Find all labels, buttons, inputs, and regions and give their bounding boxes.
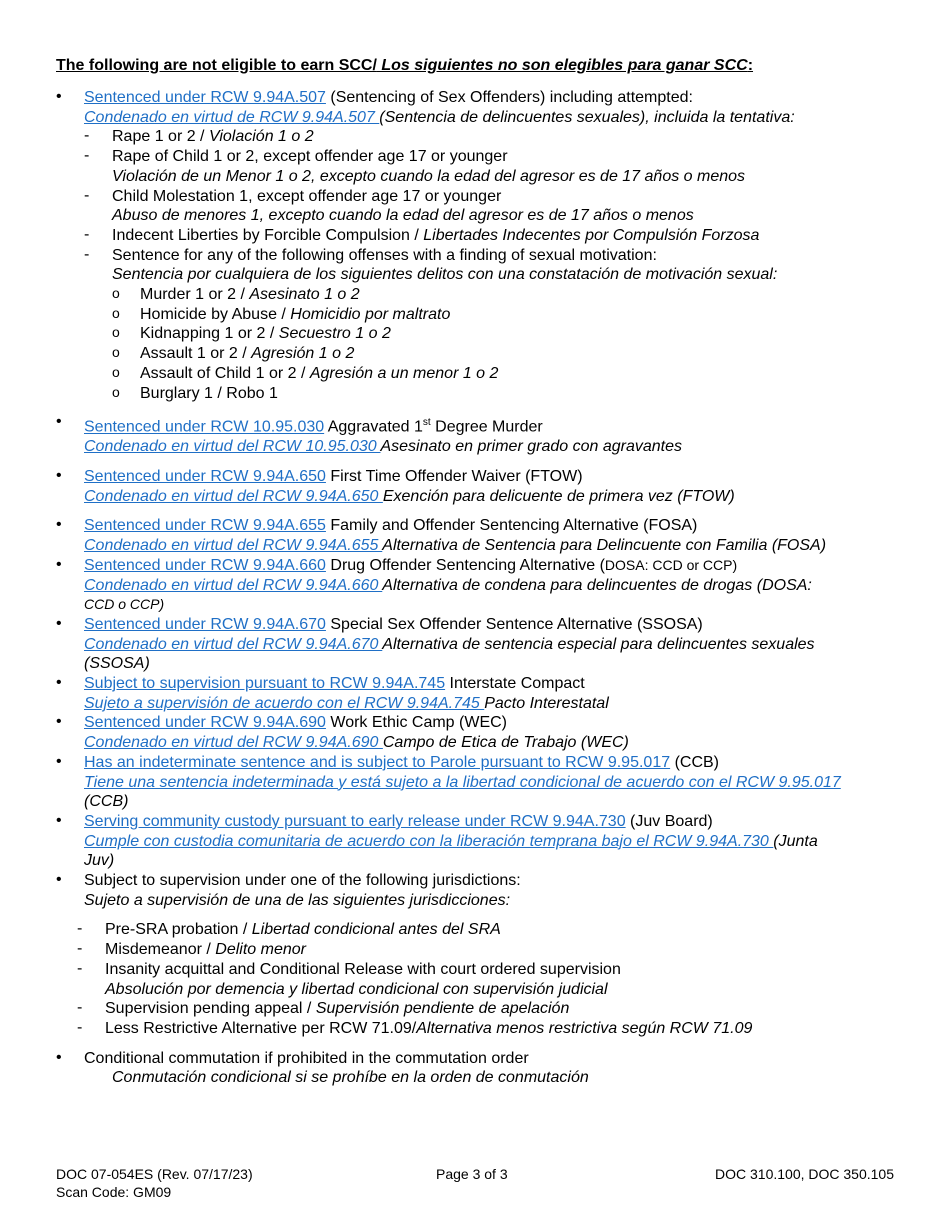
list-item: • Sentenced under RCW 9.94A.507 (Sentencing of Sex Offenders) including attempted: Condenado en virtud de RCW 9.94A.507 (Sentencia de delincuentes sexuales), incluida la tentativa: - Rape 1 or 2 / Violación 1 o 2 - Rape of Child 1 or 2, except offender age 17 or younger Violación de un Menor 1 o 2, excepto cuando la edad del agresor es de 17 años o menos - Child Molestation 1, except offender age 17 or younger Abuso de menores 1, excepto cuando la edad del agresor es de 17 años o menos - Indecent Liberties by Forcible Compulsion / Libertades Indecentes por Compulsión Forzosa - Sentence for any of the following offenses with a finding of sexual motivation: Sentencia por cualquiera de los siguientes delitos con una constatación de motivación sexual: o Murder 1 or 2 / Asesinato 1 o 2 o Homicide by Abuse / Homicidio por maltrato o Kidnapping 1 or 2 / Secuestro 1 o 2 o Assault 1 or 2 / Agresión 1 o 2 o Assault of Child 1 or 2 / Agresión a un menor 1 o 2 o Burglary 1 / Robo 1	[56, 88, 906, 403]
bullet-icon: •	[56, 413, 62, 431]
jurisdiction-item: - Less Restrictive Alternative per RCW 71.09/Alternativa menos restrictiva según RCW 71.09	[77, 1018, 753, 1037]
page-heading: The following are not eligible to earn SCC/ Los siguientes no son elegibles para ganar SCC:	[56, 57, 754, 74]
rcw-link-es[interactable]: Condenado en virtud del RCW 10.95.030	[84, 438, 381, 456]
scan-code: Scan Code: GM09	[56, 1184, 172, 1200]
offense-item: o Kidnapping 1 or 2 / Secuestro 1 o 2	[112, 324, 391, 343]
sub-item: - Rape of Child 1 or 2, except offender age 17 or younger Violación de un Menor 1 o 2, excepto cuando la edad del agresor es de 17 años o menos	[84, 147, 746, 185]
rcw-link-es[interactable]: Condenado en virtud de RCW 9.94A.507	[84, 108, 380, 126]
bullet-icon: •	[56, 466, 62, 484]
bullet-icon: •	[56, 811, 62, 829]
rcw-link[interactable]: Sentenced under RCW 9.94A.507	[84, 89, 326, 106]
circle-bullet-icon: o	[112, 285, 120, 302]
bullet-icon: •	[56, 555, 62, 573]
dash-icon: -	[84, 245, 90, 263]
rcw-link[interactable]: Serving community custody pursuant to early release under RCW 9.94A.730	[84, 812, 626, 830]
dash-icon: -	[84, 127, 90, 145]
rcw-link-es[interactable]: Tiene una sentencia indeterminada y está sujeto a la libertad condicional de acuerdo con el RCW 9.95.017	[84, 773, 841, 791]
jurisdiction-item: - Supervision pending appeal / Supervisión pendiente de apelación	[77, 999, 570, 1018]
dash-icon: -	[77, 959, 83, 977]
dash-icon: -	[84, 186, 90, 204]
circle-bullet-icon: o	[112, 363, 120, 380]
sub-item: - Indecent Liberties by Forcible Compulsion / Libertades Indecentes por Compulsión Forzosa	[84, 225, 760, 244]
rcw-link[interactable]: Sentenced under RCW 9.94A.670	[84, 615, 326, 633]
list-item: • Has an indeterminate sentence and is subject to Parole pursuant to RCW 9.95.017 (CCB) Tiene una sentencia indeterminada y está sujeto a la libertad condicional de acuerdo con el RCW 9.95.017 (CCB)	[56, 752, 841, 811]
rcw-link-es[interactable]: Sujeto a supervisión de acuerdo con el RCW 9.94A.745	[84, 694, 485, 712]
page-number: Page 3 of 3	[436, 1166, 508, 1182]
circle-bullet-icon: o	[112, 383, 120, 400]
circle-bullet-icon: o	[112, 304, 120, 321]
rcw-link-es[interactable]: Condenado en virtud del RCW 9.94A.670	[84, 635, 383, 653]
bullet-icon: •	[56, 674, 62, 692]
rcw-link[interactable]: Sentenced under RCW 9.94A.655	[84, 517, 326, 535]
dash-icon: -	[77, 1018, 83, 1036]
jurisdiction-item: - Pre-SRA probation / Libertad condicional antes del SRA	[77, 920, 501, 939]
offense-item: o Homicide by Abuse / Homicidio por maltrato	[112, 304, 451, 323]
rcw-link-es[interactable]: Condenado en virtud del RCW 9.94A.660	[84, 576, 383, 594]
rcw-link[interactable]: Sentenced under RCW 9.94A.660	[84, 556, 326, 574]
bullet-icon: •	[56, 516, 62, 534]
bullet-icon: •	[56, 1048, 62, 1066]
circle-bullet-icon: o	[112, 344, 120, 361]
rcw-link[interactable]: Sentenced under RCW 9.94A.650	[84, 467, 326, 485]
list-item: • Subject to supervision under one of the following jurisdictions: Sujeto a supervisión de una de las siguientes jurisdicciones: - Pre-SRA probation / Libertad condicional antes del SRA - Misdemeanor / Delito menor - Insanity acquittal and Conditional Release with court ordered supervision Absolución por demencia y libertad condicional con supervisión judicial - Supervision pending appeal / Supervisión pendiente de apelación - Less Restrictive Alternative per RCW 71.09/Alternativa menos restrictiva según RCW 71.09	[56, 871, 906, 1039]
rcw-link[interactable]: Subject to supervision pursuant to RCW 9.94A.745	[84, 675, 446, 693]
bullet-icon: •	[56, 88, 62, 105]
jurisdiction-item: - Insanity acquittal and Conditional Release with court ordered supervision Absolución por demencia y libertad condicional con supervisión judicial	[77, 959, 621, 998]
rcw-link[interactable]: Sentenced under RCW 9.94A.690	[84, 714, 326, 732]
dash-icon: -	[77, 920, 83, 938]
list-item: • Conditional commutation if prohibited in the commutation order Conmutación condicional si se prohíbe en la orden de conmutación	[56, 1048, 589, 1087]
bullet-icon: •	[56, 713, 62, 731]
sub-item: - Sentence for any of the following offenses with a finding of sexual motivation: Sentencia por cualquiera de los siguientes delitos con una constatación de motivación sexual:	[84, 245, 778, 284]
list-item: • Sentenced under RCW 9.94A.660 Drug Offender Sentencing Alternative (DOSA: CCD or CCP) Condenado en virtud del RCW 9.94A.660 Alternativa de condena para delincuentes de drogas (DOSA: CCD o CCP)	[56, 555, 812, 613]
offense-item: o Murder 1 or 2 / Asesinato 1 o 2	[112, 285, 360, 304]
list-item: • Sentenced under RCW 9.94A.650 First Time Offender Waiver (FTOW) Condenado en virtud del RCW 9.94A.650 Exención para delicuente de primera vez (FTOW)	[56, 466, 735, 505]
dash-icon: -	[77, 999, 83, 1017]
offense-item: o Burglary 1 / Robo 1	[112, 383, 278, 402]
sub-item: - Rape 1 or 2 / Violación 1 o 2	[84, 127, 314, 146]
list-item: • Sentenced under RCW 9.94A.690 Work Ethic Camp (WEC) Condenado en virtud del RCW 9.94A.690 Campo de Etica de Trabajo (WEC)	[56, 713, 629, 752]
circle-bullet-icon: o	[112, 324, 120, 341]
bullet-icon: •	[56, 752, 62, 770]
dash-icon: -	[84, 225, 90, 243]
rcw-link-es[interactable]: Condenado en virtud del RCW 9.94A.650	[84, 487, 383, 505]
policy-refs: DOC 310.100, DOC 350.105	[715, 1166, 894, 1182]
dash-icon: -	[77, 940, 83, 958]
list-item: • Serving community custody pursuant to early release under RCW 9.94A.730 (Juv Board) Cumple con custodia comunitaria de acuerdo con la liberación temprana bajo el RCW 9.94A.730 (Junta Juv)	[56, 811, 818, 870]
bullet-icon: •	[56, 614, 62, 632]
offense-item: o Assault of Child 1 or 2 / Agresión a un menor 1 o 2	[112, 363, 499, 382]
offense-item: o Assault 1 or 2 / Agresión 1 o 2	[112, 344, 355, 363]
rcw-link-es[interactable]: Condenado en virtud del RCW 9.94A.655	[84, 537, 383, 555]
rcw-link[interactable]: Has an indeterminate sentence and is subject to Parole pursuant to RCW 9.95.017	[84, 753, 671, 771]
jurisdiction-item: - Misdemeanor / Delito menor	[77, 940, 306, 959]
dash-icon: -	[84, 147, 90, 165]
rcw-link[interactable]: Sentenced under RCW 10.95.030	[84, 418, 325, 436]
rcw-link-es[interactable]: Cumple con custodia comunitaria de acuerdo con la liberación temprana bajo el RCW 9.94A.730	[84, 832, 774, 850]
form-number: DOC 07-054ES (Rev. 07/17/23)	[56, 1166, 253, 1182]
list-item: • Sentenced under RCW 9.94A.670 Special Sex Offender Sentence Alternative (SSOSA) Condenado en virtud del RCW 9.94A.670 Alternativa de sentencia especial para delincuentes sexuales (SSOSA)	[56, 614, 815, 673]
rcw-link-es[interactable]: Condenado en virtud del RCW 9.94A.690	[84, 734, 383, 752]
sub-item: - Child Molestation 1, except offender age 17 or younger Abuso de menores 1, excepto cuando la edad del agresor es de 17 años o menos	[84, 186, 694, 225]
list-item: • Subject to supervision pursuant to RCW 9.94A.745 Interstate Compact Sujeto a supervisión de acuerdo con el RCW 9.94A.745 Pacto Interestatal	[56, 674, 609, 712]
document-page	[56, 56, 906, 1088]
list-item: • Sentenced under RCW 9.94A.655 Family and Offender Sentencing Alternative (FOSA) Condenado en virtud del RCW 9.94A.655 Alternativa de Sentencia para Delincuente con Familia (FOSA)	[56, 516, 827, 555]
bullet-icon: •	[56, 871, 62, 889]
list-item: • Sentenced under RCW 10.95.030 Aggravated 1st Degree Murder Condenado en virtud del RCW 10.95.030 Asesinato en primer grado con agravantes	[56, 413, 682, 456]
